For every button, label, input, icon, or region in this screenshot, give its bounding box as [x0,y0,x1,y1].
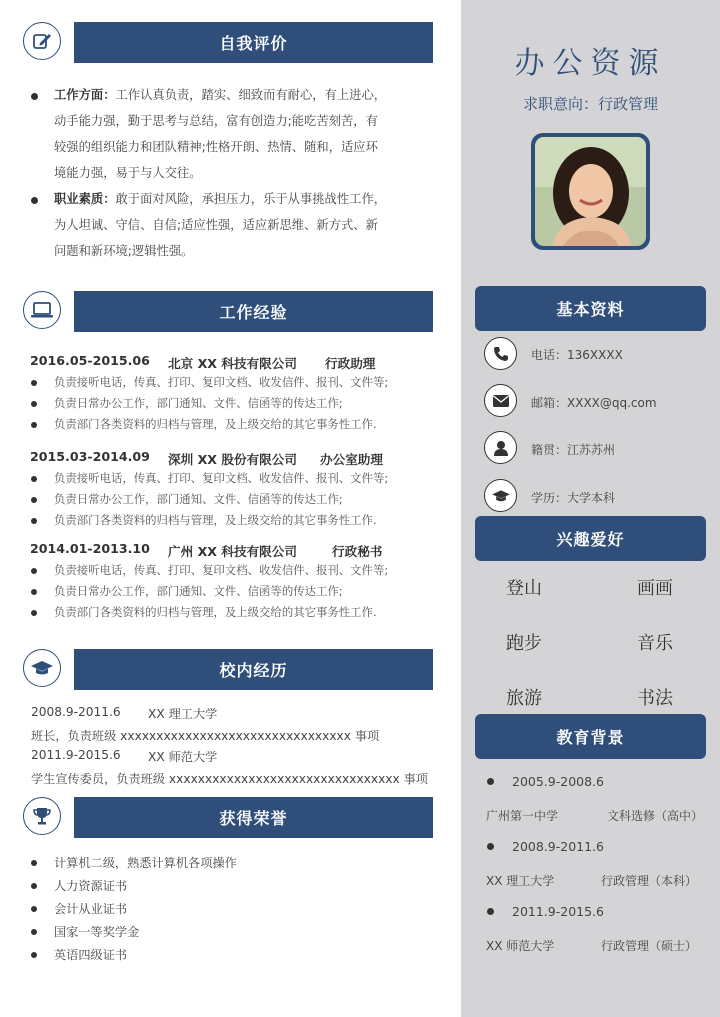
job-intent-label: 求职意向： [522,95,598,113]
bullet-dot [31,610,37,616]
job-company: 北京 XX 科技有限公司 [168,356,297,371]
hobby-item: 画画 [637,578,673,599]
hobbies-header: 兴趣爱好 [475,516,706,561]
bullet-dot [31,883,37,889]
campus-period: 2008.9-2011.6 [31,705,121,719]
honor-item: 国家一等奖学金 [54,925,140,939]
hobby-item: 登山 [506,578,542,599]
bullet-dot [31,952,37,958]
job-period: 2014.01-2013.10 [30,541,150,556]
self-eval-label: 职业素质： [54,192,116,206]
bullet-dot [487,908,494,915]
campus-role: 班长，负责班级 xxxxxxxxxxxxxxxxxxxxxxxxxxxxxxxx 事项 [31,729,380,743]
edu-period: 2011.9-2015.6 [512,904,604,919]
bullet-dot [31,589,37,595]
profile-photo [531,133,650,250]
candidate-name: 办公资源 [514,46,667,81]
self-eval-work: 工作方面：工作认真负责，踏实、细致而有耐心，有上进心， 动手能力强，勤于思考与总结，富有创造力;能吃苦刻苦，有 较强的组织能力和团队精神;性格开朗、热情、随和，适应环 境能力强，易于与人交往。 [54,88,387,180]
job-duty: 负责日常办公工作，部门通知、文件、信函等的传达工作; [54,584,343,598]
job-duty: 负责日常办公工作，部门通知、文件、信函等的传达工作; [54,492,343,506]
bullet-dot [31,93,38,100]
campus-school: XX 理工大学 [148,707,218,721]
job-role: 行政助理 [325,356,376,371]
edu-school: XX 师范大学 [486,939,555,953]
self-eval-header: 自我评价 [74,22,433,63]
education-header: 教育背景 [475,714,706,759]
edu-period: 2005.9-2008.6 [512,774,604,789]
self-eval-quality: 职业素质：敢于面对风险，承担压力，乐于从事挑战性工作， 为人坦诚、守信、自信;适应性强，适应新思维、新方式、新 问题和新环境;逻辑性强。 [54,192,387,258]
edu-major: 文科选修（高中） [607,809,704,823]
job-duty: 负责部门各类资料的归档与管理，及上级交给的其它事务性工作. [54,417,377,431]
bullet-dot [31,422,37,428]
job-duty: 负责接听电话，传真、打印、复印文档、收发信件、报刊、文件等; [54,563,389,577]
job-duty: 负责部门各类资料的归档与管理，及上级交给的其它事务性工作. [54,513,377,527]
job-duty: 负责日常办公工作，部门通知、文件、信函等的传达工作; [54,396,343,410]
bullet-dot [31,568,37,574]
hobby-item: 跑步 [506,633,542,654]
bullet-dot [31,860,37,866]
bullet-dot [31,518,37,524]
laptop-icon [23,291,61,329]
bullet-dot [31,476,37,482]
job-company: 广州 XX 科技有限公司 [168,544,297,559]
edu-school: XX 理工大学 [486,874,555,888]
trophy-icon [23,797,61,835]
bullet-dot [31,497,37,503]
job-role: 办公室助理 [320,452,383,467]
job-period: 2016.05-2015.06 [30,353,150,368]
hometown-text: 籍贯：江苏苏州 [531,443,616,457]
mail-icon [484,384,517,417]
job-duty: 负责部门各类资料的归档与管理，及上级交给的其它事务性工作. [54,605,377,619]
campus-school: XX 师范大学 [148,750,218,764]
bullet-dot [31,906,37,912]
basic-info-header: 基本资料 [475,286,706,331]
edu-major: 行政管理（硕士） [601,939,698,953]
graduation-cap-icon [23,649,61,687]
honor-item: 计算机二级，熟悉计算机各项操作 [54,856,237,870]
honor-item: 英语四级证书 [54,948,128,962]
campus-period: 2011.9-2015.6 [31,748,121,762]
job-intent-value: 行政管理 [598,95,659,113]
hobby-item: 旅游 [506,688,542,709]
campus-role: 学生宣传委员，负责班级 xxxxxxxxxxxxxxxxxxxxxxxxxxxxxxxx 事项 [31,772,428,786]
hobby-item: 书法 [637,688,673,709]
honors-header: 获得荣誉 [74,797,433,838]
bullet-dot [31,380,37,386]
bullet-dot [487,778,494,785]
edu-school: 广州第一中学 [486,809,559,823]
campus-header: 校内经历 [74,649,433,690]
bullet-dot [31,929,37,935]
email-text: 邮箱：XXXX@qq.com [531,396,657,410]
job-duty: 负责接听电话，传真、打印、复印文档、收发信件、报刊、文件等; [54,375,389,389]
graduation-cap-icon [484,479,517,512]
edit-icon [23,22,61,60]
edu-major: 行政管理（本科） [601,874,698,888]
honor-item: 会计从业证书 [54,902,128,916]
job-duty: 负责接听电话，传真、打印、复印文档、收发信件、报刊、文件等; [54,471,389,485]
bullet-dot [31,197,38,204]
job-company: 深圳 XX 股份有限公司 [168,452,297,467]
job-role: 行政秘书 [332,544,383,559]
work-header: 工作经验 [74,291,433,332]
person-icon [484,431,517,464]
hobby-item: 音乐 [637,633,673,654]
phone-text: 电话：136XXXX [531,348,623,362]
job-intent [461,93,720,114]
job-period: 2015.03-2014.09 [30,449,150,464]
self-eval-label: 工作方面： [54,88,116,102]
education-text: 学历：大学本科 [531,491,616,505]
honor-item: 人力资源证书 [54,879,128,893]
bullet-dot [31,401,37,407]
phone-icon [484,337,517,370]
bullet-dot [487,843,494,850]
edu-period: 2008.9-2011.6 [512,839,604,854]
